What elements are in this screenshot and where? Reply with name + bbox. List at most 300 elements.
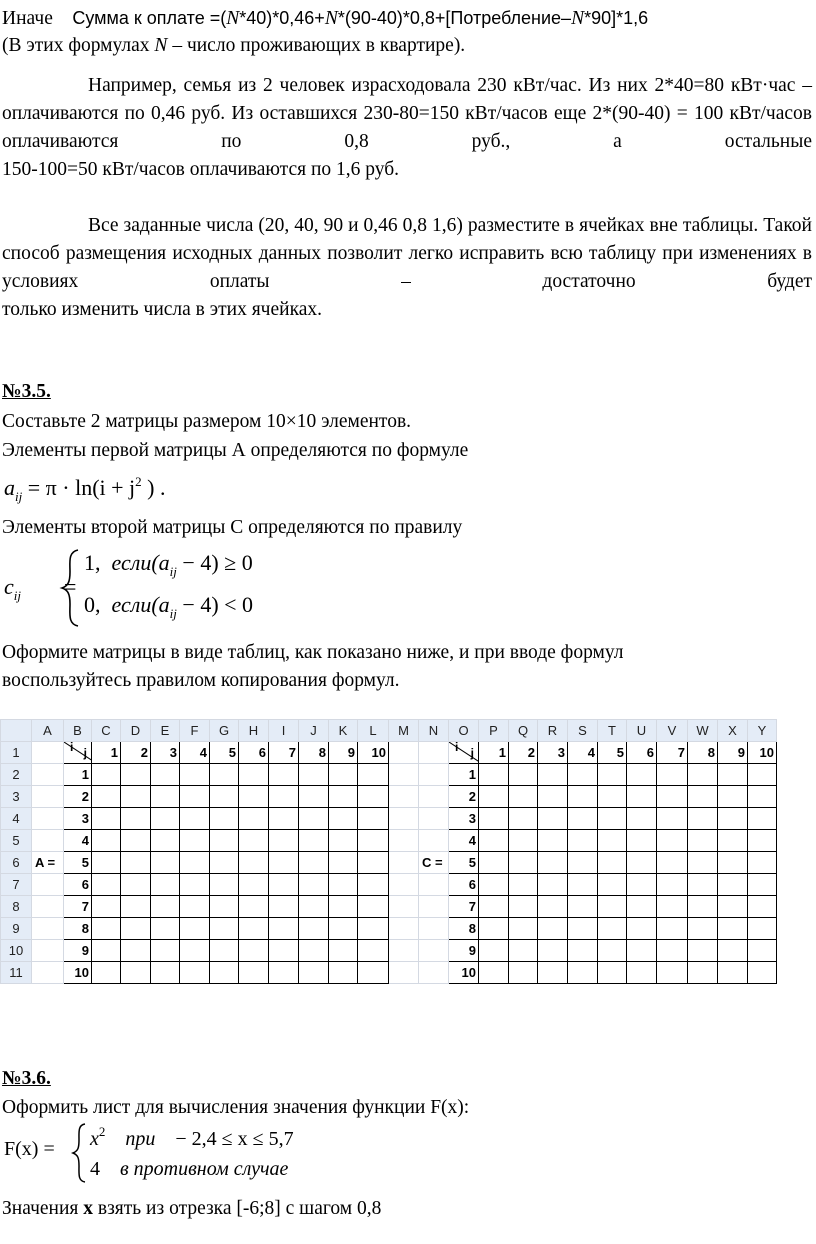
matrix-cell[interactable] (151, 962, 180, 984)
sheet-cell[interactable] (389, 830, 419, 852)
matrix-cell[interactable] (509, 940, 538, 962)
sheet-cell[interactable] (419, 786, 449, 808)
matrix-cell[interactable] (239, 786, 269, 808)
matrix-cell[interactable] (479, 764, 509, 786)
column-header-J[interactable]: J (299, 720, 329, 742)
matrix-cell[interactable] (269, 830, 299, 852)
column-index-9[interactable]: 9 (329, 742, 358, 764)
column-header-V[interactable]: V (657, 720, 688, 742)
matrix-cell[interactable] (299, 940, 329, 962)
row-index-8[interactable]: 8 (64, 918, 92, 940)
matrix-cell[interactable] (657, 852, 688, 874)
column-header-M[interactable]: M (389, 720, 419, 742)
matrix-cell[interactable] (688, 764, 718, 786)
matrix-cell[interactable] (509, 830, 538, 852)
matrix-cell[interactable] (180, 786, 210, 808)
column-index-6[interactable]: 6 (627, 742, 657, 764)
matrix-cell[interactable] (538, 808, 568, 830)
sheet-cell[interactable] (389, 764, 419, 786)
column-index-4[interactable]: 4 (180, 742, 210, 764)
sheet-cell[interactable] (32, 874, 64, 896)
row-header-8[interactable]: 8 (1, 896, 32, 918)
matrix-cell[interactable] (299, 962, 329, 984)
row-header-1[interactable]: 1 (1, 742, 32, 764)
matrix-cell[interactable] (748, 764, 777, 786)
matrix-cell[interactable] (718, 918, 748, 940)
matrix-cell[interactable] (509, 764, 538, 786)
row-index-8[interactable]: 8 (449, 918, 479, 940)
matrix-cell[interactable] (568, 874, 598, 896)
matrix-cell[interactable] (299, 896, 329, 918)
matrix-cell[interactable] (568, 786, 598, 808)
matrix-cell[interactable] (299, 874, 329, 896)
column-header-R[interactable]: R (538, 720, 568, 742)
row-index-5[interactable]: 5 (64, 852, 92, 874)
sheet-cell[interactable] (389, 962, 419, 984)
matrix-cell[interactable] (269, 852, 299, 874)
row-index-1[interactable]: 1 (64, 764, 92, 786)
matrix-cell[interactable] (92, 852, 121, 874)
matrix-cell[interactable] (92, 940, 121, 962)
matrix-cell[interactable] (151, 940, 180, 962)
matrix-cell[interactable] (657, 830, 688, 852)
matrix-cell[interactable] (210, 852, 239, 874)
sheet-cell[interactable] (32, 830, 64, 852)
matrix-cell[interactable] (718, 896, 748, 918)
matrix-cell[interactable] (627, 896, 657, 918)
column-index-9[interactable]: 9 (718, 742, 748, 764)
matrix-cell[interactable] (568, 940, 598, 962)
matrix-cell[interactable] (269, 764, 299, 786)
matrix-corner-cell[interactable] (64, 742, 92, 764)
row-header-6[interactable]: 6 (1, 852, 32, 874)
matrix-cell[interactable] (688, 852, 718, 874)
matrix-cell[interactable] (538, 874, 568, 896)
row-index-10[interactable]: 10 (64, 962, 92, 984)
matrix-cell[interactable] (358, 940, 389, 962)
row-index-4[interactable]: 4 (449, 830, 479, 852)
sheet-cell[interactable] (419, 874, 449, 896)
column-index-7[interactable]: 7 (269, 742, 299, 764)
matrix-cell[interactable] (718, 808, 748, 830)
sheet-cell[interactable] (419, 808, 449, 830)
matrix-cell[interactable] (509, 896, 538, 918)
matrix-cell[interactable] (329, 852, 358, 874)
matrix-cell[interactable] (151, 764, 180, 786)
sheet-cell[interactable] (389, 786, 419, 808)
column-header-G[interactable]: G (210, 720, 239, 742)
matrix-cell[interactable] (688, 830, 718, 852)
sheet-cell[interactable] (419, 962, 449, 984)
matrix-cell[interactable] (748, 830, 777, 852)
matrix-cell[interactable] (598, 940, 627, 962)
matrix-cell[interactable] (718, 786, 748, 808)
matrix-cell[interactable] (358, 918, 389, 940)
column-index-10[interactable]: 10 (748, 742, 777, 764)
column-header-N[interactable]: N (419, 720, 449, 742)
row-index-2[interactable]: 2 (449, 786, 479, 808)
matrix-cell[interactable] (568, 808, 598, 830)
matrix-cell[interactable] (479, 918, 509, 940)
row-header-4[interactable]: 4 (1, 808, 32, 830)
row-index-3[interactable]: 3 (64, 808, 92, 830)
column-index-2[interactable]: 2 (121, 742, 151, 764)
matrix-cell[interactable] (121, 962, 151, 984)
matrix-cell[interactable] (479, 940, 509, 962)
matrix-cell[interactable] (210, 940, 239, 962)
matrix-cell[interactable] (627, 808, 657, 830)
matrix-cell[interactable] (121, 786, 151, 808)
column-header-S[interactable]: S (568, 720, 598, 742)
matrix-cell[interactable] (92, 896, 121, 918)
matrix-cell[interactable] (239, 874, 269, 896)
column-header-D[interactable]: D (121, 720, 151, 742)
matrix-cell[interactable] (748, 786, 777, 808)
matrix-cell[interactable] (657, 918, 688, 940)
column-index-4[interactable]: 4 (568, 742, 598, 764)
row-index-5[interactable]: 5 (449, 852, 479, 874)
matrix-cell[interactable] (299, 786, 329, 808)
matrix-cell[interactable] (210, 962, 239, 984)
row-index-3[interactable]: 3 (449, 808, 479, 830)
matrix-cell[interactable] (509, 786, 538, 808)
row-index-7[interactable]: 7 (449, 896, 479, 918)
matrix-cell[interactable] (598, 786, 627, 808)
matrix-cell[interactable] (538, 918, 568, 940)
sheet-cell[interactable] (32, 786, 64, 808)
matrix-cell[interactable] (598, 808, 627, 830)
row-index-9[interactable]: 9 (449, 940, 479, 962)
matrix-cell[interactable] (210, 918, 239, 940)
matrix-cell[interactable] (269, 874, 299, 896)
column-header-A[interactable]: A (32, 720, 64, 742)
matrix-cell[interactable] (329, 808, 358, 830)
column-header-I[interactable]: I (269, 720, 299, 742)
column-header-X[interactable]: X (718, 720, 748, 742)
matrix-cell[interactable] (627, 830, 657, 852)
column-header-K[interactable]: K (329, 720, 358, 742)
matrix-cell[interactable] (180, 874, 210, 896)
column-index-3[interactable]: 3 (538, 742, 568, 764)
matrix-cell[interactable] (180, 962, 210, 984)
column-index-7[interactable]: 7 (657, 742, 688, 764)
matrix-cell[interactable] (180, 830, 210, 852)
sheet-cell[interactable] (32, 918, 64, 940)
matrix-cell[interactable] (151, 874, 180, 896)
matrix-cell[interactable] (479, 962, 509, 984)
matrix-cell[interactable] (509, 918, 538, 940)
sheet-cell[interactable] (419, 764, 449, 786)
matrix-cell[interactable] (329, 786, 358, 808)
matrix-cell[interactable] (151, 786, 180, 808)
matrix-cell[interactable] (718, 830, 748, 852)
matrix-cell[interactable] (329, 962, 358, 984)
matrix-cell[interactable] (299, 764, 329, 786)
row-index-10[interactable]: 10 (449, 962, 479, 984)
matrix-cell[interactable] (358, 962, 389, 984)
column-index-8[interactable]: 8 (299, 742, 329, 764)
matrix-cell[interactable] (568, 962, 598, 984)
matrix-cell[interactable] (657, 786, 688, 808)
matrix-cell[interactable] (538, 896, 568, 918)
row-header-11[interactable]: 11 (1, 962, 32, 984)
matrix-cell[interactable] (121, 830, 151, 852)
matrix-cell[interactable] (688, 808, 718, 830)
matrix-cell[interactable] (748, 918, 777, 940)
matrix-cell[interactable] (657, 874, 688, 896)
matrix-cell[interactable] (92, 808, 121, 830)
column-header-C[interactable]: C (92, 720, 121, 742)
matrix-cell[interactable] (479, 896, 509, 918)
column-index-1[interactable]: 1 (479, 742, 509, 764)
column-index-5[interactable]: 5 (598, 742, 627, 764)
matrix-cell[interactable] (92, 764, 121, 786)
matrix-cell[interactable] (180, 896, 210, 918)
matrix-cell[interactable] (210, 764, 239, 786)
select-all-corner[interactable] (1, 720, 32, 742)
matrix-cell[interactable] (210, 808, 239, 830)
column-header-E[interactable]: E (151, 720, 180, 742)
sheet-cell[interactable] (419, 742, 449, 764)
matrix-cell[interactable] (269, 786, 299, 808)
matrix-cell[interactable] (598, 962, 627, 984)
sheet-cell[interactable] (32, 962, 64, 984)
matrix-cell[interactable] (329, 764, 358, 786)
matrix-cell[interactable] (269, 896, 299, 918)
matrix-cell[interactable] (718, 940, 748, 962)
matrix-cell[interactable] (180, 852, 210, 874)
matrix-cell[interactable] (568, 764, 598, 786)
sheet-cell[interactable] (32, 896, 64, 918)
matrix-cell[interactable] (210, 830, 239, 852)
matrix-cell[interactable] (239, 764, 269, 786)
matrix-cell[interactable] (92, 962, 121, 984)
matrix-cell[interactable] (718, 764, 748, 786)
matrix-c-label[interactable]: C = (419, 852, 449, 874)
matrix-cell[interactable] (180, 918, 210, 940)
matrix-cell[interactable] (538, 764, 568, 786)
matrix-cell[interactable] (538, 852, 568, 874)
row-index-9[interactable]: 9 (64, 940, 92, 962)
column-header-F[interactable]: F (180, 720, 210, 742)
matrix-cell[interactable] (718, 874, 748, 896)
column-index-8[interactable]: 8 (688, 742, 718, 764)
matrix-cell[interactable] (598, 830, 627, 852)
row-header-9[interactable]: 9 (1, 918, 32, 940)
matrix-cell[interactable] (180, 764, 210, 786)
row-header-7[interactable]: 7 (1, 874, 32, 896)
sheet-cell[interactable] (419, 940, 449, 962)
matrix-cell[interactable] (121, 852, 151, 874)
matrix-cell[interactable] (329, 830, 358, 852)
column-header-W[interactable]: W (688, 720, 718, 742)
matrix-cell[interactable] (210, 874, 239, 896)
matrix-cell[interactable] (479, 808, 509, 830)
matrix-cell[interactable] (509, 852, 538, 874)
matrix-cell[interactable] (121, 918, 151, 940)
sheet-cell[interactable] (32, 940, 64, 962)
column-index-2[interactable]: 2 (509, 742, 538, 764)
sheet-cell[interactable] (389, 896, 419, 918)
matrix-cell[interactable] (688, 896, 718, 918)
sheet-cell[interactable] (389, 742, 419, 764)
matrix-cell[interactable] (329, 874, 358, 896)
matrix-cell[interactable] (538, 940, 568, 962)
matrix-cell[interactable] (180, 940, 210, 962)
sheet-cell[interactable] (389, 918, 419, 940)
matrix-a-label[interactable]: A = (32, 852, 64, 874)
matrix-cell[interactable] (358, 874, 389, 896)
column-header-L[interactable]: L (358, 720, 389, 742)
sheet-cell[interactable] (389, 940, 419, 962)
sheet-cell[interactable] (419, 918, 449, 940)
sheet-cell[interactable] (32, 742, 64, 764)
matrix-cell[interactable] (688, 874, 718, 896)
column-header-O[interactable]: O (449, 720, 479, 742)
matrix-cell[interactable] (627, 852, 657, 874)
matrix-cell[interactable] (479, 852, 509, 874)
row-index-4[interactable]: 4 (64, 830, 92, 852)
row-index-2[interactable]: 2 (64, 786, 92, 808)
matrix-cell[interactable] (748, 896, 777, 918)
column-header-U[interactable]: U (627, 720, 657, 742)
column-header-Y[interactable]: Y (748, 720, 777, 742)
matrix-cell[interactable] (358, 786, 389, 808)
matrix-cell[interactable] (239, 852, 269, 874)
matrix-cell[interactable] (299, 852, 329, 874)
matrix-cell[interactable] (299, 918, 329, 940)
matrix-cell[interactable] (538, 962, 568, 984)
sheet-cell[interactable] (389, 808, 419, 830)
column-header-T[interactable]: T (598, 720, 627, 742)
matrix-cell[interactable] (598, 874, 627, 896)
matrix-cell[interactable] (239, 896, 269, 918)
row-index-7[interactable]: 7 (64, 896, 92, 918)
matrix-cell[interactable] (239, 830, 269, 852)
matrix-cell[interactable] (657, 808, 688, 830)
column-index-1[interactable]: 1 (92, 742, 121, 764)
column-index-10[interactable]: 10 (358, 742, 389, 764)
matrix-cell[interactable] (239, 918, 269, 940)
matrix-cell[interactable] (627, 874, 657, 896)
matrix-cell[interactable] (568, 852, 598, 874)
matrix-cell[interactable] (151, 830, 180, 852)
matrix-cell[interactable] (748, 962, 777, 984)
matrix-cell[interactable] (269, 808, 299, 830)
matrix-cell[interactable] (598, 918, 627, 940)
matrix-cell[interactable] (598, 896, 627, 918)
matrix-cell[interactable] (568, 918, 598, 940)
matrix-cell[interactable] (688, 918, 718, 940)
matrix-cell[interactable] (657, 962, 688, 984)
matrix-cell[interactable] (269, 962, 299, 984)
matrix-cell[interactable] (479, 830, 509, 852)
sheet-cell[interactable] (32, 764, 64, 786)
matrix-cell[interactable] (92, 874, 121, 896)
matrix-cell[interactable] (358, 808, 389, 830)
matrix-cell[interactable] (627, 918, 657, 940)
column-header-Q[interactable]: Q (509, 720, 538, 742)
row-header-3[interactable]: 3 (1, 786, 32, 808)
matrix-cell[interactable] (269, 918, 299, 940)
matrix-cell[interactable] (121, 896, 151, 918)
matrix-cell[interactable] (598, 764, 627, 786)
matrix-cell[interactable] (479, 874, 509, 896)
column-index-5[interactable]: 5 (210, 742, 239, 764)
matrix-cell[interactable] (121, 808, 151, 830)
matrix-cell[interactable] (269, 940, 299, 962)
matrix-corner-cell[interactable] (449, 742, 479, 764)
matrix-cell[interactable] (688, 940, 718, 962)
matrix-cell[interactable] (92, 830, 121, 852)
column-index-6[interactable]: 6 (239, 742, 269, 764)
row-header-5[interactable]: 5 (1, 830, 32, 852)
matrix-cell[interactable] (718, 962, 748, 984)
matrix-cell[interactable] (718, 852, 748, 874)
matrix-cell[interactable] (239, 940, 269, 962)
matrix-cell[interactable] (121, 764, 151, 786)
matrix-cell[interactable] (568, 896, 598, 918)
column-header-P[interactable]: P (479, 720, 509, 742)
matrix-cell[interactable] (299, 830, 329, 852)
sheet-cell[interactable] (389, 874, 419, 896)
matrix-cell[interactable] (748, 852, 777, 874)
column-index-3[interactable]: 3 (151, 742, 180, 764)
matrix-cell[interactable] (329, 918, 358, 940)
row-index-6[interactable]: 6 (449, 874, 479, 896)
matrix-cell[interactable] (748, 874, 777, 896)
matrix-cell[interactable] (657, 764, 688, 786)
matrix-cell[interactable] (568, 830, 598, 852)
matrix-cell[interactable] (151, 808, 180, 830)
matrix-cell[interactable] (748, 808, 777, 830)
matrix-cell[interactable] (627, 962, 657, 984)
matrix-cell[interactable] (151, 852, 180, 874)
matrix-cell[interactable] (151, 918, 180, 940)
matrix-cell[interactable] (92, 918, 121, 940)
matrix-cell[interactable] (538, 786, 568, 808)
sheet-cell[interactable] (419, 896, 449, 918)
matrix-cell[interactable] (627, 786, 657, 808)
row-index-1[interactable]: 1 (449, 764, 479, 786)
matrix-cell[interactable] (509, 874, 538, 896)
row-index-6[interactable]: 6 (64, 874, 92, 896)
row-header-10[interactable]: 10 (1, 940, 32, 962)
column-header-H[interactable]: H (239, 720, 269, 742)
matrix-cell[interactable] (180, 808, 210, 830)
matrix-cell[interactable] (329, 896, 358, 918)
matrix-cell[interactable] (479, 786, 509, 808)
matrix-cell[interactable] (657, 896, 688, 918)
matrix-cell[interactable] (210, 786, 239, 808)
matrix-cell[interactable] (688, 786, 718, 808)
matrix-cell[interactable] (358, 764, 389, 786)
matrix-cell[interactable] (239, 962, 269, 984)
sheet-cell[interactable] (389, 852, 419, 874)
matrix-cell[interactable] (598, 852, 627, 874)
matrix-cell[interactable] (239, 808, 269, 830)
sheet-cell[interactable] (32, 808, 64, 830)
matrix-cell[interactable] (210, 896, 239, 918)
matrix-cell[interactable] (509, 808, 538, 830)
matrix-cell[interactable] (121, 874, 151, 896)
matrix-cell[interactable] (657, 940, 688, 962)
matrix-cell[interactable] (299, 808, 329, 830)
sheet-cell[interactable] (419, 830, 449, 852)
matrix-cell[interactable] (92, 786, 121, 808)
matrix-cell[interactable] (538, 830, 568, 852)
matrix-cell[interactable] (151, 896, 180, 918)
